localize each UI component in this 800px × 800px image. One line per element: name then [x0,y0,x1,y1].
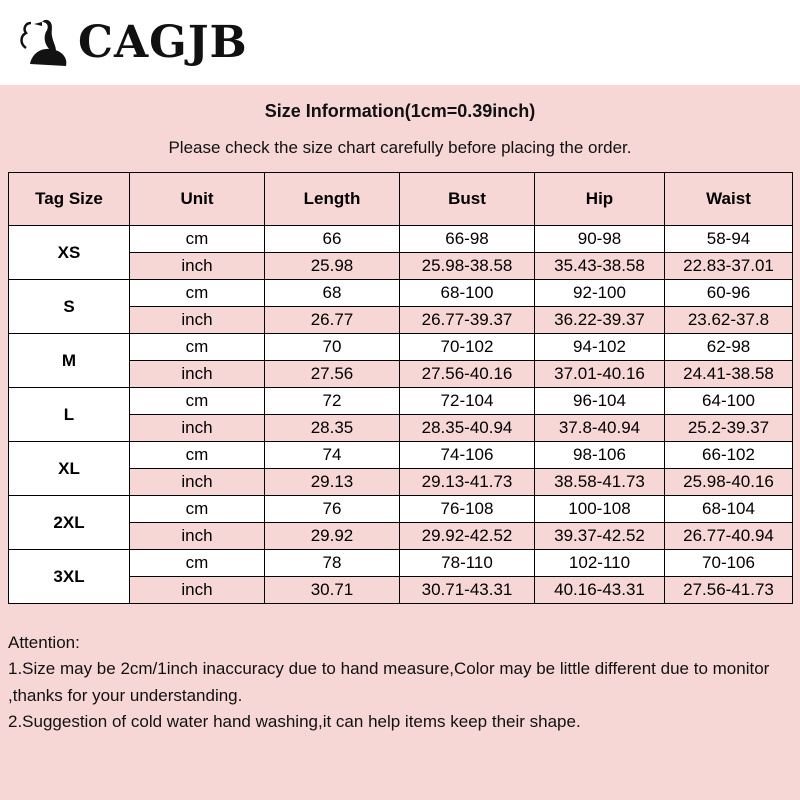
size-row-l-cm [9,388,793,415]
bust-cell: 29.92-42.52 [400,523,535,550]
hip-cell: 36.22-39.37 [535,307,665,334]
hip-cell: 40.16-43.31 [535,577,665,604]
length-cell: 72 [265,388,400,415]
size-row-3xl-cm [9,550,793,577]
bust-cell: 74-106 [400,442,535,469]
bust-cell: 76-108 [400,496,535,523]
bust-cell: 72-104 [400,388,535,415]
waist-cell: 27.56-41.73 [665,577,793,604]
note-1: 1.Size may be 2cm/1inch inaccuracy due to hand measure,Color may be little different due to monitor ,thanks for your understanding. [8,659,770,705]
attention-notes [8,630,792,735]
hip-cell: 102-110 [535,550,665,577]
tag-size-cell: 2XL [9,496,130,550]
bust-cell: 70-102 [400,334,535,361]
unit-cell: cm [130,388,265,415]
waist-cell: 25.2-39.37 [665,415,793,442]
bust-cell: 28.35-40.94 [400,415,535,442]
col-unit: Unit [130,173,265,226]
size-info-panel [0,85,800,800]
tag-size-cell: XL [9,442,130,496]
hip-cell: 94-102 [535,334,665,361]
size-row-s-cm [9,280,793,307]
swan-logo-icon [16,14,74,72]
size-row-m-cm [9,334,793,361]
length-cell: 29.13 [265,469,400,496]
length-cell: 30.71 [265,577,400,604]
bust-cell: 30.71-43.31 [400,577,535,604]
unit-cell: inch [130,307,265,334]
hip-cell: 35.43-38.58 [535,253,665,280]
tag-size-cell: XS [9,226,130,280]
hip-cell: 37.01-40.16 [535,361,665,388]
unit-cell: inch [130,361,265,388]
waist-cell: 64-100 [665,388,793,415]
waist-cell: 23.62-37.8 [665,307,793,334]
hip-cell: 100-108 [535,496,665,523]
col-tag-size: Tag Size [9,173,130,226]
note-2: 2.Suggestion of cold water hand washing,it can help items keep their shape. [8,712,581,732]
attention-label: Attention: [8,633,80,652]
tag-size-cell: L [9,388,130,442]
size-row-xl-cm [9,442,793,469]
waist-cell: 66-102 [665,442,793,469]
waist-cell: 60-96 [665,280,793,307]
col-length: Length [265,173,400,226]
unit-cell: inch [130,253,265,280]
bust-cell: 78-110 [400,550,535,577]
length-cell: 66 [265,226,400,253]
bust-cell: 25.98-38.58 [400,253,535,280]
col-bust: Bust [400,173,535,226]
unit-cell: inch [130,523,265,550]
length-cell: 70 [265,334,400,361]
bust-cell: 26.77-39.37 [400,307,535,334]
bust-cell: 66-98 [400,226,535,253]
unit-cell: cm [130,496,265,523]
waist-cell: 26.77-40.94 [665,523,793,550]
panel-subtitle: Please check the size chart carefully before placing the order. [168,138,632,157]
length-cell: 28.35 [265,415,400,442]
unit-cell: cm [130,334,265,361]
waist-cell: 22.83-37.01 [665,253,793,280]
waist-cell: 70-106 [665,550,793,577]
unit-cell: inch [130,469,265,496]
size-table [8,172,793,604]
tag-size-cell: 3XL [9,550,130,604]
bust-cell: 29.13-41.73 [400,469,535,496]
length-cell: 27.56 [265,361,400,388]
waist-cell: 68-104 [665,496,793,523]
waist-cell: 25.98-40.16 [665,469,793,496]
length-cell: 74 [265,442,400,469]
tag-size-cell: S [9,280,130,334]
unit-cell: inch [130,577,265,604]
length-cell: 68 [265,280,400,307]
table-header-row [9,173,793,226]
unit-cell: inch [130,415,265,442]
col-waist: Waist [665,173,793,226]
waist-cell: 24.41-38.58 [665,361,793,388]
waist-cell: 58-94 [665,226,793,253]
bust-cell: 27.56-40.16 [400,361,535,388]
hip-cell: 39.37-42.52 [535,523,665,550]
length-cell: 78 [265,550,400,577]
unit-cell: cm [130,226,265,253]
col-hip: Hip [535,173,665,226]
hip-cell: 92-100 [535,280,665,307]
waist-cell: 62-98 [665,334,793,361]
length-cell: 29.92 [265,523,400,550]
size-row-xs-cm [9,226,793,253]
hip-cell: 37.8-40.94 [535,415,665,442]
length-cell: 76 [265,496,400,523]
unit-cell: cm [130,550,265,577]
hip-cell: 38.58-41.73 [535,469,665,496]
hip-cell: 90-98 [535,226,665,253]
unit-cell: cm [130,280,265,307]
size-row-2xl-cm [9,496,793,523]
bust-cell: 68-100 [400,280,535,307]
length-cell: 25.98 [265,253,400,280]
brand-name: CAGJB [78,16,248,68]
brand-header [0,0,800,85]
hip-cell: 98-106 [535,442,665,469]
tag-size-cell: M [9,334,130,388]
unit-cell: cm [130,442,265,469]
panel-title: Size Information(1cm=0.39inch) [264,101,536,121]
length-cell: 26.77 [265,307,400,334]
hip-cell: 96-104 [535,388,665,415]
